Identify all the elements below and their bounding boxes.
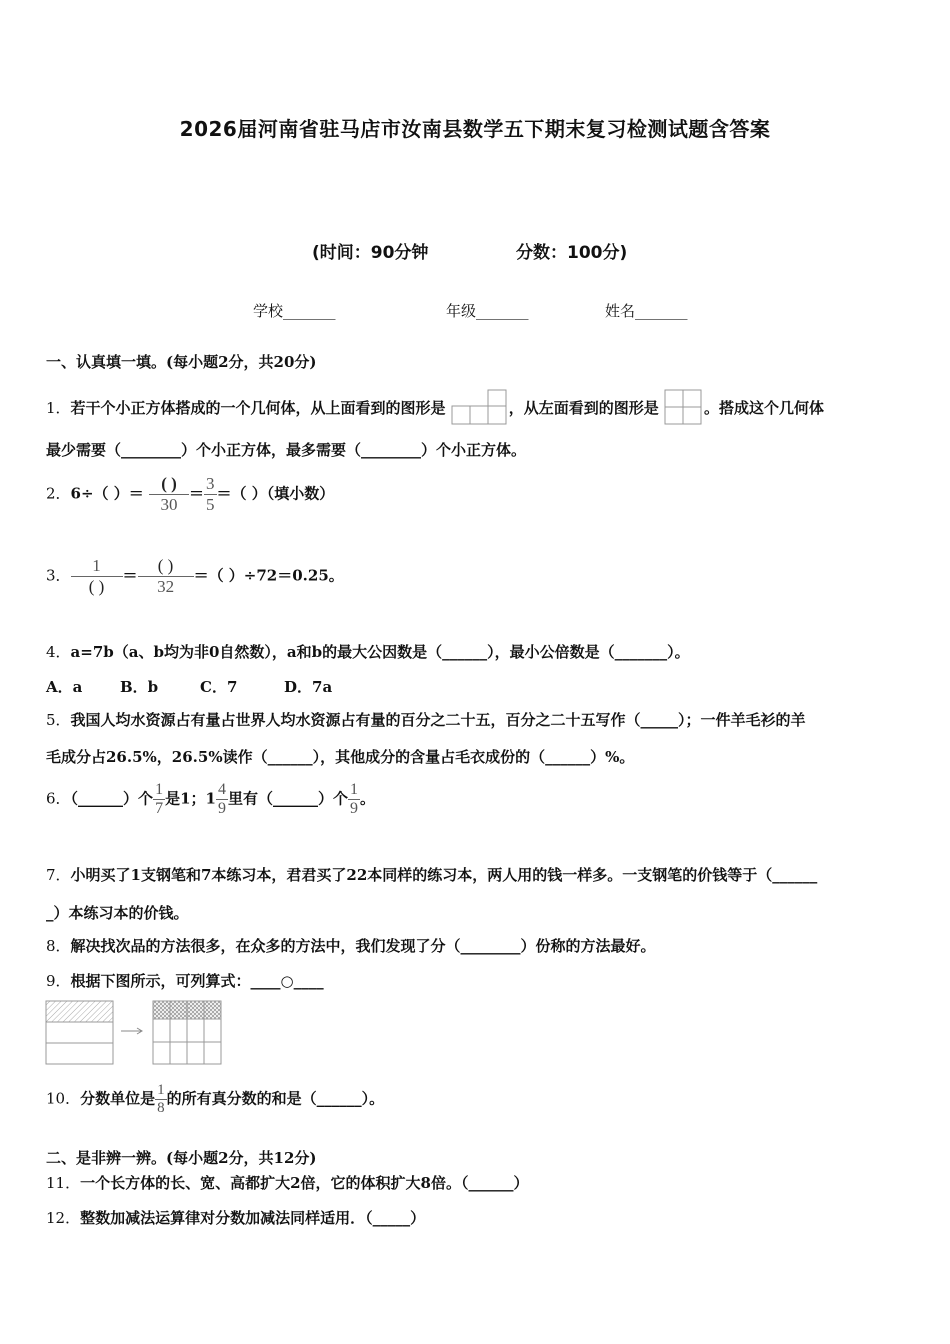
fraction-1-8: $\frac{1}{8}$ xyxy=(157,1082,165,1116)
school-field: 学校_______ xyxy=(253,302,336,320)
document-title: 2026届河南省驻马店市汝南县数学五下期末复习检测试题含答案 xyxy=(179,117,771,141)
fraction-1-7: $\frac{1}{7}$ xyxy=(155,781,164,817)
section-2-heading: 二、是非辨一辨。(每小题2分，共12分) xyxy=(46,1149,317,1167)
name-field: 姓名_______ xyxy=(605,302,688,320)
arrow-icon xyxy=(121,1028,142,1034)
question-5-line-1: 5．我国人均水资源占有量占世界人均水资源占有量的百分之二十五，百分之二十五写作（_____）；一件羊毛衫的羊 xyxy=(46,711,806,729)
question-2: 2．6÷（ ）＝ $\frac{( )}{30}$ ＝ $\frac{3}{5}$ ＝（ ）（填小数） xyxy=(46,474,335,514)
left-view-figure xyxy=(664,389,704,429)
question-number: 3． xyxy=(46,566,71,585)
question-number: 6． xyxy=(46,789,71,808)
question-number: 11． xyxy=(46,1174,81,1192)
question-number: 2． xyxy=(46,484,71,503)
question-12: 12．整数加减法运算律对分数加减法同样适用．（_____） xyxy=(46,1209,426,1227)
question-11: 11．一个长方体的长、宽、高都扩大2倍，它的体积扩大8倍。（______） xyxy=(46,1174,529,1192)
question-4-option-c: C．7 xyxy=(200,678,238,696)
question-1-text-c: 。搭成这个几何体 xyxy=(704,399,825,417)
top-view-figure xyxy=(451,389,509,429)
question-9: 9．根据下图所示，可列算式：____○____ xyxy=(46,972,324,990)
question-6: 6．（______）个 $\frac{1}{7}$ 是1；1 $\frac{4}{9}$ 里有（______）个 $\frac{1}{9}$ 。 xyxy=(46,781,375,817)
question-number: 10． xyxy=(46,1089,81,1108)
right-rectangle xyxy=(153,1001,221,1064)
question-1-text-b: ，从左面看到的图形是 xyxy=(508,399,659,417)
question-number: 7． xyxy=(46,866,71,884)
question-2-text-b: ＝（ ）（填小数） xyxy=(216,484,335,503)
question-4 xyxy=(46,641,690,662)
question-number: 4． xyxy=(46,643,71,661)
question-4-text: a=7b（a、b均为非0自然数），a和b的最大公因数是（______），最小公倍数是（_______）。 xyxy=(70,643,690,661)
question-2-text-a: 6÷（ ）＝ xyxy=(70,484,144,503)
left-rectangle xyxy=(46,1001,113,1064)
fraction-blank-over-32: $\frac{( )}{32}$ xyxy=(138,556,194,597)
question-4-option-d: D．7a xyxy=(284,678,333,696)
question-3: 3． $\frac{1}{( )}$ ＝ $\frac{( )}{32}$ ＝（ ）÷72＝0.25。 xyxy=(46,556,344,596)
question-7-line-1: 7．小明买了1支钢笔和7本练习本，君君买了22本同样的练习本，两人用的钱一样多。一支钢笔的价钱等于（______ xyxy=(46,866,818,884)
question-1-line-2: 最少需要（________）个小正方体，最多需要（________）个小正方体。 xyxy=(46,441,527,459)
fraction-3-5: $\frac{3}{5}$ xyxy=(206,474,215,514)
question-number: 5． xyxy=(46,711,71,729)
question-3-text-b: ＝（ ）÷72＝0.25。 xyxy=(193,566,344,585)
exam-time: (时间：90分钟 xyxy=(312,243,429,263)
question-10: 10．分数单位是 $\frac{1}{8}$ 的所有真分数的和是（______）。 xyxy=(46,1082,385,1116)
question-number: 9． xyxy=(46,972,71,990)
question-1-line-1 xyxy=(46,389,824,429)
question-1-text-a: 若干个小正方体搭成的一个几何体，从上面看到的图形是 xyxy=(70,399,446,417)
grade-field: 年级_______ xyxy=(446,302,529,320)
fraction-blank-over-30: $\frac{( )}{30}$ xyxy=(149,474,189,515)
question-4-option-b: B．b xyxy=(120,678,159,696)
exam-score: 分数：100分) xyxy=(516,243,628,263)
section-1-heading: 一、认真填一填。(每小题2分，共20分) xyxy=(46,353,317,371)
question-4-option-a: A．a xyxy=(46,678,83,696)
fraction-1-over-blank: $\frac{1}{( )}$ xyxy=(71,556,123,597)
question-5-line-2: 毛成分占26.5%，26.5%读作（______），其他成分的含量占毛衣成份的（______）%。 xyxy=(46,748,635,766)
question-number: 8． xyxy=(46,937,71,955)
fraction-4-9: $\frac{4}{9}$ xyxy=(217,781,226,817)
question-8: 8．解决找次品的方法很多，在众多的方法中，我们发现了分（________）份称的方法最好。 xyxy=(46,937,656,955)
fraction-1-9: $\frac{1}{9}$ xyxy=(349,781,358,817)
question-number: 1． xyxy=(46,399,71,417)
question-9-diagram xyxy=(45,1000,225,1070)
question-number: 12． xyxy=(46,1209,81,1227)
question-7-line-2: _）本练习本的价钱。 xyxy=(46,904,189,922)
